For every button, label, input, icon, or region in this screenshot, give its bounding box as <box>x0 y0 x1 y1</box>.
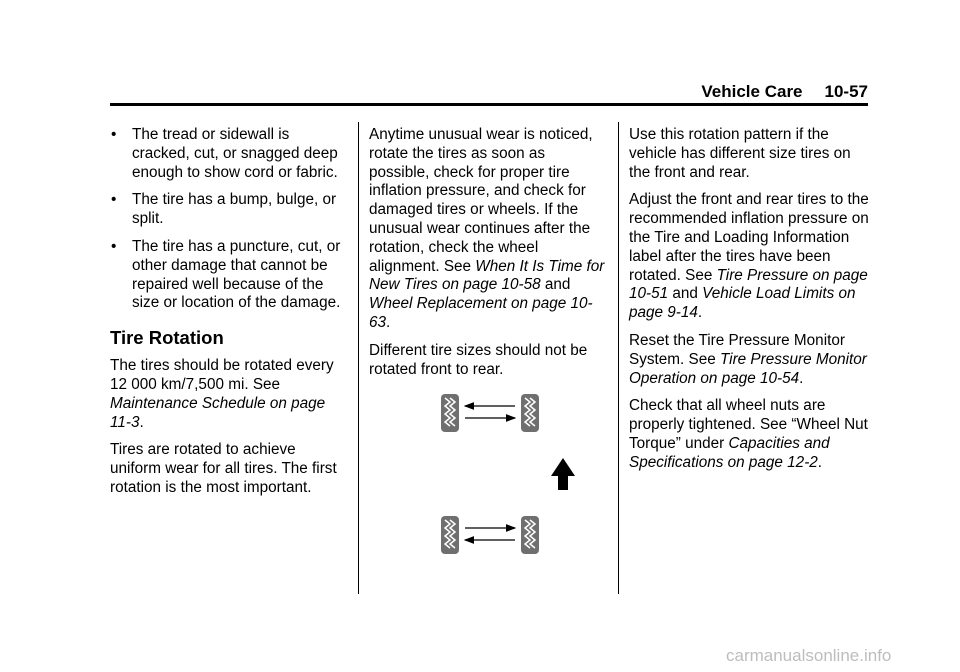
paragraph: Use this rotation pattern if the vehicle has different size tires on the front and rear. <box>629 126 851 181</box>
double-arrow-icon <box>465 528 515 540</box>
cross-reference-link[interactable]: Tire Pressure on page 10-51 <box>629 266 868 303</box>
forward-arrow-icon <box>551 458 575 490</box>
punctuation: . <box>697 304 703 322</box>
cross-reference-link[interactable]: Maintenance Schedule on page 11-3 <box>110 394 326 431</box>
page-number: 10-57 <box>824 82 868 101</box>
cross-reference-link[interactable]: Capacities and Specifications on page 12-2 <box>629 434 830 471</box>
list-item <box>110 126 348 182</box>
section-heading: Tire Rotation <box>110 327 224 349</box>
column-3 <box>629 126 869 482</box>
paragraph <box>369 126 609 333</box>
paragraph <box>629 397 869 472</box>
list-item <box>110 238 348 313</box>
rotation-diagram-svg <box>433 390 583 560</box>
column-2 <box>369 126 609 388</box>
bullet-text: The tire has a bump, bulge, or split. <box>132 191 337 228</box>
bullet-marker: • <box>111 237 117 255</box>
column-divider <box>618 122 619 594</box>
cross-reference-link[interactable]: Tire Pressure Monitor Operation on page 10-54 <box>629 350 867 387</box>
conjunction: and <box>672 285 698 303</box>
paragraph-text: Reset the Tire Pressure Monitor System. See <box>629 331 845 368</box>
column-1 <box>110 126 348 507</box>
double-arrow-icon <box>465 406 515 418</box>
rotation-diagram <box>433 390 583 560</box>
tire-icon <box>521 516 539 554</box>
bullet-marker: • <box>111 191 117 209</box>
paragraph <box>110 357 348 432</box>
tire-icon <box>521 394 539 432</box>
paragraph <box>629 191 869 323</box>
section-title: Vehicle Care <box>701 82 803 101</box>
paragraph-text: The tires should be rotated every 12 000 km/7,500 mi. See <box>110 357 334 393</box>
bullet-text: The tire has a puncture, cut, or other damage that cannot be repaired well because of the size or location of the damage. <box>132 237 341 312</box>
punctuation: . <box>139 413 144 431</box>
list-item <box>110 191 348 229</box>
cross-reference-link[interactable]: Vehicle Load Limits on page 9-14 <box>629 285 856 322</box>
paragraph-text: Anytime unusual wear is noticed, rotate the tires as soon as possible, check for proper tire inflation pressure, and check for damaged tires or wheels. If the unusual wear continues after the rotation, check the wheel alignment. See <box>369 126 593 275</box>
tire-icon <box>441 394 459 432</box>
header-rule <box>110 103 868 106</box>
punctuation: . <box>386 313 391 331</box>
punctuation: . <box>817 453 823 471</box>
punctuation: . <box>799 369 804 387</box>
damage-bullet-list <box>110 126 348 313</box>
paragraph-text: Adjust the front and rear tires to the recommended inflation pressure on the Tire and Loading Information label after the tires have been rotated. See <box>629 191 869 284</box>
conjunction: and <box>544 276 571 294</box>
paragraph <box>629 332 869 388</box>
paragraph-text: Check that all wheel nuts are properly tightened. See “Wheel Nut Torque” under <box>629 397 868 452</box>
cross-reference-link[interactable]: When It Is Time for New Tires on page 10-58 <box>369 257 605 294</box>
paragraph: Different tire sizes should not be rotated front to rear. <box>369 341 588 378</box>
cross-reference-link[interactable]: Wheel Replacement on page 10-63 <box>369 295 593 331</box>
tire-icon <box>441 516 459 554</box>
page-header <box>110 82 868 102</box>
column-divider <box>358 122 359 594</box>
paragraph: Tires are rotated to achieve uniform wear for all tires. The first rotation is the most important. <box>110 441 337 496</box>
bullet-text: The tread or sidewall is cracked, cut, or snagged deep enough to show cord or fabric. <box>132 126 338 181</box>
bullet-marker: • <box>111 126 117 143</box>
watermark: carmanualsonline.info <box>726 646 892 665</box>
